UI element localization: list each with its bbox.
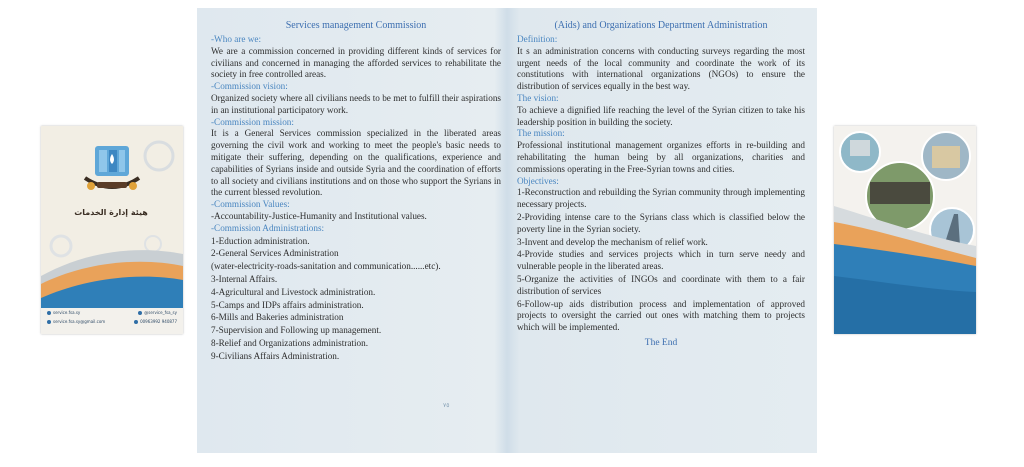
administration-item: 3-Internal Affairs.	[211, 273, 278, 284]
objective-item: 2-Providing intense care to the Syrians class which is classified below the poverty line in the Syrian society.	[517, 211, 805, 234]
phone-icon	[134, 320, 138, 324]
left-cover-art	[41, 126, 183, 334]
page-number: ٧٥	[443, 403, 450, 409]
left-page	[211, 8, 501, 453]
who-text: We are a commission concerned in providing different kinds of services for civilians and concerned in managing the afforded services to rehabilitate the society in free controlled areas.	[211, 45, 501, 80]
administration-item: (water-electricity-roads-sanitation and communication......etc).	[211, 261, 441, 272]
objectives-heading: Objectives:	[517, 175, 559, 186]
mission-text: It is a General Services commission specialized in the liberated areas governing the civil work and working to meet the people's basic needs to mitigate their suffering, depending on the qualifications, experience and capabilities of Syrians inside and outside Syria and the coordination of efforts to all society and civilians institutions and on those who support the Syrians in the current blessed revolution.	[211, 128, 501, 198]
administration-item: 8-Relief and Organizations administration.	[211, 337, 368, 348]
email-icon	[47, 320, 51, 324]
administration-item: 6-Mills and Bakeries administration	[211, 312, 344, 323]
objective-item: 1-Reconstruction and rebuilding the Syrian community through implementing necessary projects.	[517, 187, 805, 210]
right-vision-heading: The vision:	[517, 92, 559, 103]
definition-text: It s an administration concerns with conducting surveys regarding the most urgent needs of the local community and coordinate the work of its constitutions with international organizations (NGOs) to ensure the distribution of services equally in the best way.	[517, 45, 805, 92]
administration-item: 7-Supervision and Following up management.	[211, 325, 382, 336]
right-page	[517, 8, 805, 453]
right-page-title: (Aids) and Organizations Department Administration	[554, 20, 768, 31]
twitter-handle: @service_fsa_sy	[144, 310, 177, 315]
right-mission-text: Professional institutional management organizes efforts in re-building and rehabilitating the human being by all organizations, charities and commissions operating in the Free-Syrian towns and cities.	[517, 140, 805, 174]
right-vision-text: To achieve a dignified life reaching the level of the Syrian citizen to take his leadership position in building the society.	[517, 104, 805, 127]
the-end-label: The End	[644, 337, 678, 348]
facebook-icon	[47, 311, 51, 315]
phone-number: 00963992 940877	[140, 319, 177, 324]
right-mission-heading: The mission:	[517, 128, 565, 139]
objective-item: 5-Organize the activities of INGOs and coordinate with them to a fair distribution of services	[517, 273, 805, 296]
mission-heading: -Commission mission:	[211, 116, 294, 127]
administrations-heading: -Commission Administrations:	[211, 222, 325, 233]
cover-arabic-title: هيئة إدارة الخدمات	[74, 208, 148, 217]
vision-heading: -Commission vision:	[211, 81, 288, 92]
commission-logo	[85, 146, 139, 190]
left-page-title: Services management Commission	[285, 20, 427, 31]
objective-item: 3-Invent and develop the mechanism of relief work.	[517, 236, 708, 247]
objective-item: 4-Provide studies and services projects which in turn serve needy and vulnerable people in the liberated areas.	[517, 249, 805, 272]
brochure-spread	[197, 8, 817, 453]
email-address: service.fsa.sy@gmail.com	[53, 319, 106, 324]
facebook-handle: service.fsa.sy	[53, 310, 81, 315]
vision-text: Organized society where all civilians needs to be met to fulfill their aspirations in an institutional participatory work.	[211, 92, 501, 115]
objective-item: 6-Follow-up aids distribution process and implementation of approved projects to oversight the carried out ones with matching them to projects which will be implemented.	[517, 298, 805, 333]
contact-row-mail-phone	[47, 319, 177, 324]
definition-heading: Definition:	[517, 34, 558, 44]
administration-item: 1-Eduction administration.	[211, 235, 310, 246]
right-cover-panel	[834, 126, 976, 334]
values-text: -Accountability-Justice-Humanity and Institutional values.	[211, 210, 427, 221]
administration-item: 4-Agricultural and Livestock administration.	[211, 286, 376, 297]
administration-item: 9-Civilians Affairs Administration.	[211, 350, 340, 361]
who-heading: -Who are we:	[211, 34, 261, 44]
administration-item: 2-General Services Administration	[211, 248, 339, 259]
contact-row-social	[47, 310, 177, 315]
administration-item: 5-Camps and IDPs affairs administration.	[211, 299, 364, 310]
values-heading: -Commission Values:	[211, 199, 290, 210]
left-cover-panel	[41, 126, 183, 334]
twitter-icon	[138, 311, 142, 315]
right-cover-art	[834, 126, 976, 334]
